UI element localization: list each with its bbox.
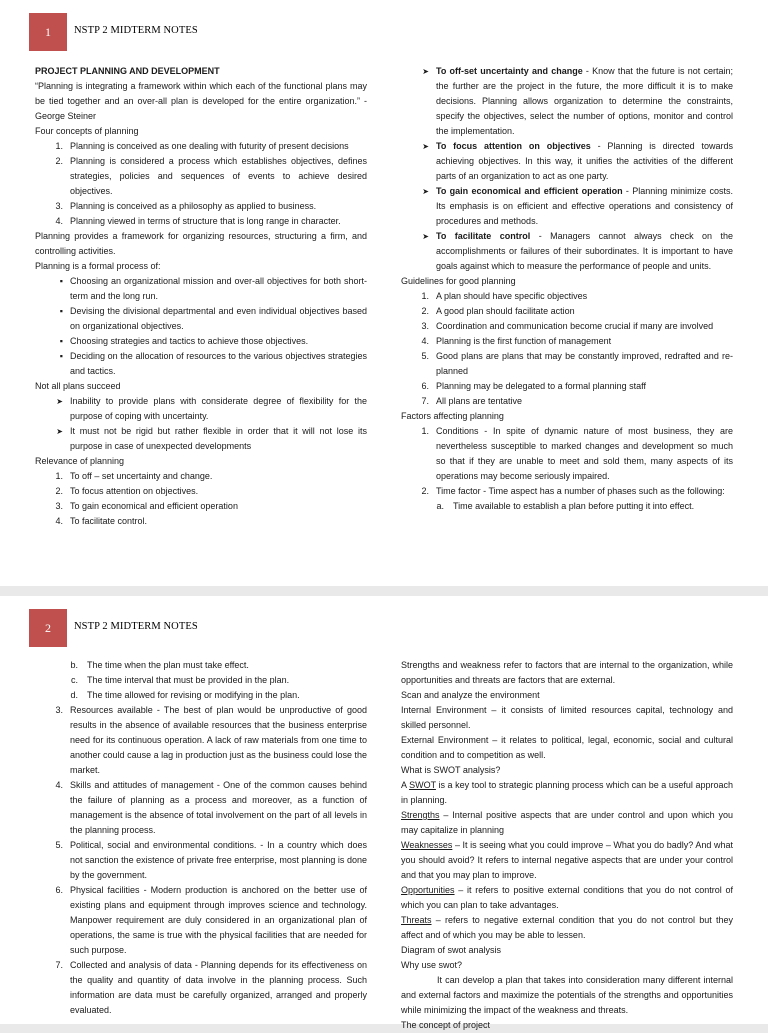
- not-all-succeed-list: [35, 394, 367, 454]
- relevance-detail-list: [401, 64, 733, 274]
- scan-heading: Scan and analyze the environment: [401, 690, 540, 700]
- list-item: 3. Planning is conceived as a philosophy as applied to business.: [55, 201, 317, 211]
- page-number-badge: 2: [29, 609, 67, 647]
- list-item: 4. Skills and attitudes of management - One of the common causes behind the failure of planning as a process and moreover, as a function of management is the absence of total involvement on the part of all levels in the planning process.: [55, 780, 367, 835]
- relevance-list: [35, 469, 367, 529]
- threats-definition: Threats – refers to negative external condition that you do not control but they affect and of which you may be able to lessen.: [401, 915, 733, 940]
- list-item: d. The time allowed for revising or modifying in the plan.: [70, 690, 300, 700]
- guidelines-list: [401, 289, 733, 409]
- list-item: ➤ To gain economical and efficient operation - Planning minimize costs. Its emphasis is on efficient and effective operations and consistency of procedures and methods.: [422, 186, 733, 226]
- list-item: ➤ It must not be rigid but rather flexible in order that it will not lose its purpose in case of unexpected developments: [56, 426, 367, 451]
- swot-question: What is SWOT analysis?: [401, 765, 501, 775]
- factors-continued-list: [35, 703, 367, 1018]
- why-swot-paragraph: It can develop a plan that takes into consideration many different internal and external factors and maximize the potentials of the strengths and opportunities while minimizing the impact of the weakness and threats.: [401, 975, 733, 1015]
- internal-environment: Internal Environment – it consists of limited resources capital, technology and skilled personnel.: [401, 705, 733, 730]
- diagram-heading: Diagram of swot analysis: [401, 945, 502, 955]
- framework-paragraph: Planning provides a framework for organizing resources, structuring a firm, and controlling activities.: [35, 231, 367, 256]
- page-header-title: NSTP 2 MIDTERM NOTES: [74, 621, 198, 632]
- list-item: ➤ To focus attention on objectives - Planning is directed towards achieving objectives. In this way, it unifies the activities of the different parts of an organization to act as one party.: [422, 141, 733, 181]
- list-item: 7. Collected and analysis of data - Planning depends for its effectiveness on the quality and quantity of data involve in the planning process. Such information are data must be carefully organized, arranged and properly evaluated.: [55, 960, 367, 1015]
- list-item: 5. Political, social and environmental conditions. - In a country which does not sanction the existence of private free enterprise, most planning is done by the government.: [55, 840, 367, 880]
- list-item: ➤ To facilitate control - Managers cannot always check on the accomplishments or failures of their subordinates. It is important to have goals against which to measure the performance of people and units.: [422, 231, 733, 271]
- list-item: 5. Good plans are plans that may be constantly improved, redrafted and re-planned: [421, 351, 733, 376]
- list-item: ➤ Inability to provide plans with considerate degree of flexibility for the purpose of coping with uncertainty.: [56, 396, 367, 421]
- factors-list: [401, 424, 733, 514]
- list-item: ▪ Choosing an organizational mission and over-all objectives for both short-term and the long run.: [59, 276, 367, 301]
- list-item: 4. Planning viewed in terms of structure that is long range in character.: [55, 216, 341, 226]
- list-item: 1. To off – set uncertainty and change.: [55, 471, 213, 481]
- page-2: [0, 596, 768, 1030]
- relevance-heading: Relevance of planning: [35, 456, 125, 466]
- list-item: 3. To gain economical and efficient operation: [55, 501, 238, 511]
- four-concepts-list: [35, 139, 367, 229]
- guidelines-heading: Guidelines for good planning: [401, 276, 516, 286]
- list-item: ➤ To off-set uncertainty and change - Know that the future is not certain; the further are the project in the future, the more difficult it is to make decisions. Planning allows organization to determine the constraints, specify the objectives, select the number of options, monitor and control the implementation.: [422, 66, 733, 136]
- external-environment: External Environment – it relates to political, legal, economic, social and cultural condition and to competition as well.: [401, 735, 733, 760]
- list-item: 3. Resources available - The best of plan would be unproductive of good results in the absence of available resources that the business enterprise need for its continuous operation. A lack of raw materials from one time to another could cause a lag in production just as the business could lose the market.: [55, 705, 367, 775]
- list-item: 7. All plans are tentative: [421, 396, 523, 406]
- list-item: ▪ Choosing strategies and tactics to achieve those objectives.: [59, 336, 309, 346]
- not-all-succeed-heading: Not all plans succeed: [35, 381, 121, 391]
- list-item: ▪ Devising the divisional departmental and even individual objectives based on organizational objectives.: [59, 306, 367, 331]
- list-item: 2. A good plan should facilitate action: [421, 306, 575, 316]
- page2-left-column: [35, 658, 367, 1018]
- list-item: 2. To focus attention on objectives.: [55, 486, 199, 496]
- weaknesses-definition: Weaknesses – It is seeing what you could improve – What you do badly? And what you should avoid? It refers to internal negative aspects that are under your control and that you may plan to improve.: [401, 840, 733, 880]
- list-item: ▪ Deciding on the allocation of resources to the various objectives strategies and tactics.: [59, 351, 367, 376]
- swot-definition: A SWOT is a key tool to strategic planning process which can be a useful approach in planning.: [401, 780, 733, 805]
- factors-heading: Factors affecting planning: [401, 411, 504, 421]
- formal-process-list: [35, 274, 367, 379]
- why-swot-heading: Why use swot?: [401, 960, 463, 970]
- four-concepts-heading: Four concepts of planning: [35, 126, 139, 136]
- page1-left-column: [35, 64, 367, 529]
- strengths-weakness-paragraph: Strengths and weakness refer to factors that are internal to the organization, while opportunities and threats are factors that are external.: [401, 660, 733, 685]
- time-factor-sub-list: [35, 658, 367, 703]
- formal-process-heading: Planning is a formal process of:: [35, 261, 161, 271]
- list-item: a. Time available to establish a plan before putting it into effect.: [436, 501, 695, 511]
- list-item: 4. To facilitate control.: [55, 516, 148, 526]
- list-item: 1. A plan should have specific objectives: [421, 291, 588, 301]
- list-item: 3. Coordination and communication become crucial if many are involved: [421, 321, 714, 331]
- list-item: 6. Physical facilities - Modern production is anchored on the better use of existing plans and equipment through improves science and technology. Manpower requirement are duly considered in an organizational plan of operations, the same is true with the physical facilities that are needed for such purpose.: [55, 885, 367, 955]
- section-title: PROJECT PLANNING AND DEVELOPMENT: [35, 66, 220, 76]
- concept-heading: The concept of project: [401, 1020, 491, 1030]
- page2-right-column: [401, 658, 733, 1033]
- list-item: 2. Planning is considered a process which establishes objectives, defines strategies, policies and sequences of events to achieve desired objectives.: [55, 156, 367, 196]
- page-header-title: NSTP 2 MIDTERM NOTES: [74, 25, 198, 36]
- page-number-badge: 1: [29, 13, 67, 51]
- list-item: 1. Conditions - In spite of dynamic nature of most business, they are nevertheless susceptible to marked changes and development so much so that if they are unable to meet and sold them, many aspects of its operations may become seriously impaired.: [421, 426, 733, 481]
- opportunities-definition: Opportunities – it refers to positive external conditions that you do not control of which you can plan to take advantages.: [401, 885, 733, 910]
- list-item: b. The time when the plan must take effect.: [70, 660, 249, 670]
- list-item: 2. Time factor - Time aspect has a number of phases such as the following:: [421, 486, 725, 496]
- list-item: 4. Planning is the first function of management: [421, 336, 612, 346]
- page1-right-column: [401, 64, 733, 514]
- list-item: 6. Planning may be delegated to a formal planning staff: [421, 381, 646, 391]
- steiner-quote: “Planning is integrating a framework within which each of the functional plans may be tied together and an over-all plan is developed for the entire organization.” - George Steiner: [35, 81, 367, 121]
- list-item: c. The time interval that must be provided in the plan.: [70, 675, 290, 685]
- strengths-definition: Strengths – Internal positive aspects that are under control and upon which you may capitalize in planning: [401, 810, 733, 835]
- list-item: 1. Planning is conceived as one dealing with futurity of present decisions: [55, 141, 349, 151]
